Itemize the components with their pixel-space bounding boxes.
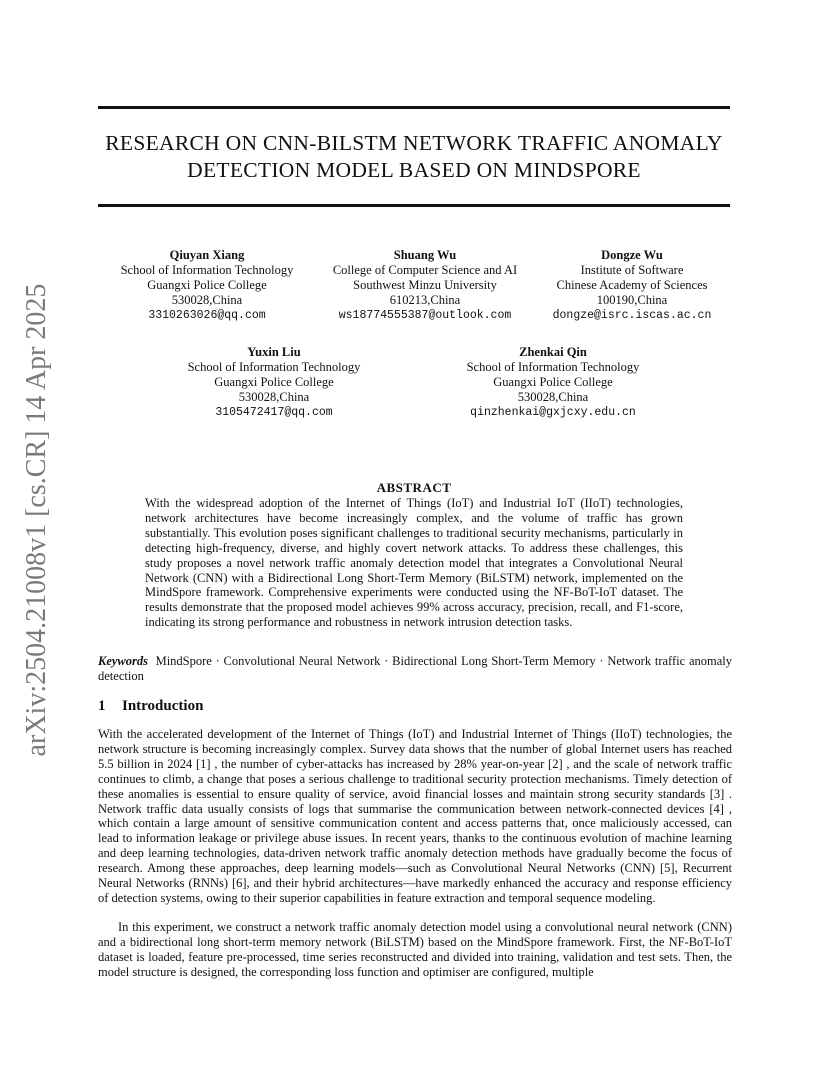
author-email[interactable]: dongze@isrc.iscas.ac.cn [552, 309, 712, 322]
author-name: Yuxin Liu [247, 345, 301, 359]
author-postcode: 610213,China [389, 293, 461, 307]
section-title: Introduction [122, 698, 204, 714]
body-paragraph: In this experiment, we construct a network traffic anomaly detection model using a convolutional neural network (CNN) and a bidirectional long short-term memory network (BiLSTM) based on the MindSpore framework. First, the NF-BoT-IoT dataset is loaded, feature pre-processed, time series reconstructed and divided into training, validation and test sets. Then, the model structure is designed, the corresponding loss function and optimiser are configured, multiple [98, 920, 732, 979]
abstract-text: With the widespread adoption of the Internet of Things (IoT) and Industrial IoT (IIoT) technologies, network architectures have become increasingly complex, and the volume of traffic has grown substantially. This evolution poses significant challenges to traditional security mechanisms, particularly in detecting high-frequency, diverse, and highly covert network attacks. To address these challenges, this study proposes a novel network traffic anomaly detection model that integrates a Convolutional Neural Network (CNN) with a Bidirectional Long Short-Term Memory (BiLSTM) network, implemented on the MindSpore framework. Comprehensive experiments were conducted using the NF-BoT-IoT dataset. The results demonstrate that the proposed model achieves 99% across accuracy, precision, recall, and F1-score, indicating its strong performance and robustness in network intrusion detection tasks. [145, 496, 683, 630]
author-email[interactable]: 3310263026@qq.com [148, 309, 266, 322]
author-name: Dongze Wu [601, 248, 663, 262]
author-affiliation: School of Information Technology [187, 360, 361, 374]
author-affiliation: School of Information Technology [120, 263, 294, 277]
body-paragraph: With the accelerated development of the Internet of Things (IoT) and Industrial Internet of Things (IIoT) technologies, the network structure is becoming increasingly complex. Survey data shows that the number of global Internet users has reached 5.5 billion in 2024 [1] , the number of cyber-attacks has increased by 28% year-on-year [2] , and the scale of network traffic continues to climb, a change that poses a serious challenge to traditional security protection mechanisms. Timely detection of these anomalies is essential to ensure quality of service, avoid financial losses and maintain strong security standards [3] . Network traffic data usually consists of logs that summarise the communication between network-connected devices [4] , which contain a large amount of sensitive communication content and access patterns that, once maliciously accessed, can lead to information leakage or privilege abuse issues. In recent years, thanks to the continuous evolution of machine learning and deep learning technologies, data-driven network traffic anomaly detection methods have gradually become the focus of research. Among these approaches, deep learning models—such as Convolutional Neural Networks (CNN) [5], Recurrent Neural Networks (RNNs) [6], and their hybrid architectures—have markedly enhanced the accuracy and response efficiency of detection systems, owing to their superior capabilities in feature extraction and temporal sequence modeling. [98, 727, 732, 905]
author-name: Zhenkai Qin [519, 345, 587, 359]
author-email[interactable]: ws18774555387@outlook.com [338, 309, 512, 322]
keywords-label: Keywords [98, 654, 148, 668]
author-institution: Chinese Academy of Sciences [556, 278, 708, 292]
author-block [537, 248, 727, 323]
section-heading [98, 698, 203, 715]
author-name: Shuang Wu [393, 248, 457, 262]
author-postcode: 530028,China [238, 390, 310, 404]
author-name: Qiuyan Xiang [169, 248, 245, 262]
keywords-text: MindSpore · Convolutional Neural Network · Bidirectional Long Short-Term Memory · Network traffic anomaly detection [98, 654, 733, 683]
author-postcode: 530028,China [517, 390, 589, 404]
author-block [318, 248, 532, 323]
author-affiliation: School of Information Technology [466, 360, 640, 374]
author-email[interactable]: qinzhenkai@gxjcxy.edu.cn [470, 406, 636, 419]
author-affiliation: College of Computer Science and AI [332, 263, 518, 277]
author-block [446, 345, 660, 420]
paper-title-line-1: RESEARCH ON CNN-BILSTM NETWORK TRAFFIC ANOMALY [105, 131, 723, 155]
author-email[interactable]: 3105472417@qq.com [215, 406, 333, 419]
author-institution: Guangxi Police College [214, 375, 334, 389]
author-block [167, 345, 381, 420]
abstract-heading: ABSTRACT [376, 480, 452, 495]
author-block [100, 248, 314, 323]
paper-title-line-2: DETECTION MODEL BASED ON MINDSPORE [187, 158, 641, 182]
keywords [98, 654, 732, 684]
arxiv-stamp-text: arXiv:2504.21008v1 [cs.CR] 14 Apr 2025 [21, 283, 52, 757]
title-rule-top [98, 106, 730, 109]
title-rule-bottom [98, 204, 730, 207]
author-affiliation: Institute of Software [580, 263, 684, 277]
author-institution: Southwest Minzu University [353, 278, 497, 292]
author-institution: Guangxi Police College [147, 278, 267, 292]
author-postcode: 530028,China [171, 293, 243, 307]
author-institution: Guangxi Police College [493, 375, 613, 389]
author-postcode: 100190,China [596, 293, 668, 307]
section-number: 1 [98, 698, 106, 714]
